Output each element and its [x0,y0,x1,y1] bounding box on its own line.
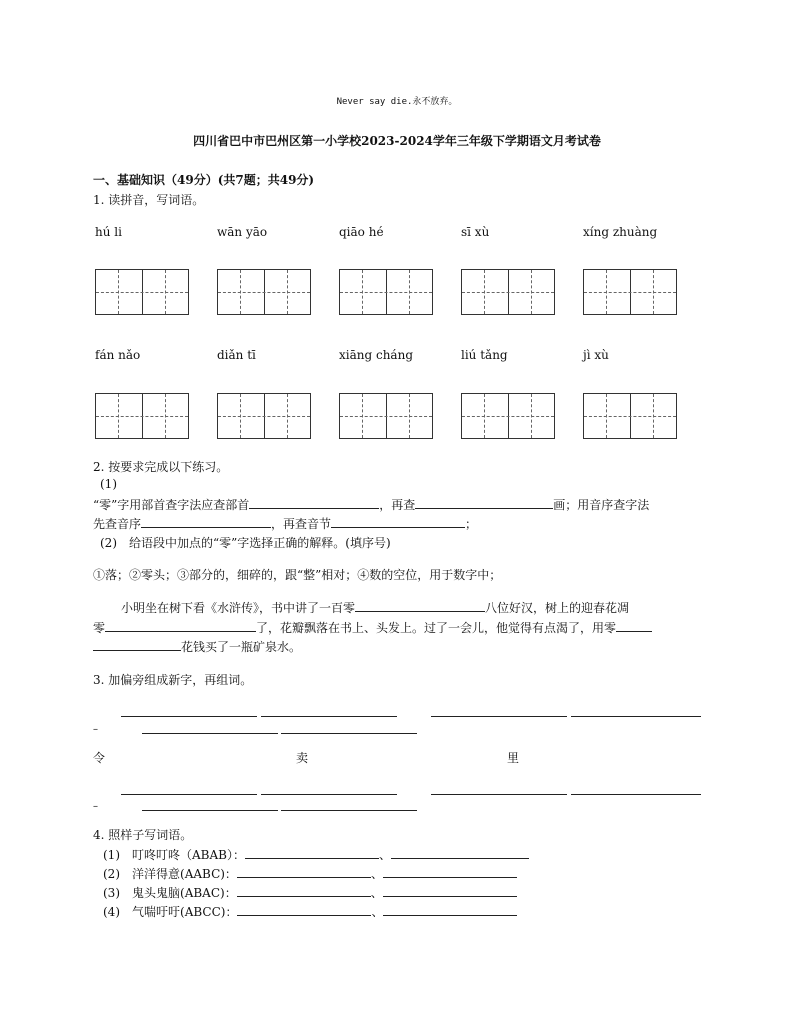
pinyin-7: diǎn tī [217,348,256,362]
q4-item-2 [103,865,517,882]
q3-blank-5[interactable] [142,733,278,734]
q4-item-1 [103,846,529,863]
q2-passage-line1 [121,599,629,616]
writing-grid-9[interactable] [461,393,555,439]
q3-blank-6[interactable] [281,733,417,734]
answer-blank-meaning-2[interactable] [105,619,256,632]
q4-blank-2a[interactable] [237,865,371,878]
q3-blank-1[interactable] [121,716,257,717]
pinyin-2: wān yāo [217,225,268,239]
q2-line-a [93,496,649,513]
writing-grid-3[interactable] [339,269,433,315]
pinyin-6: fán nǎo [95,348,141,362]
q2-sub2: (2) 给语段中加点的“零”字选择正确的解释。(填序号) [100,536,391,550]
q4-item-3 [103,884,517,901]
passage-text1: 小明坐在树下看《水浒传》，书中讲了一百零 [121,601,356,615]
q3-char-2: 卖 [296,751,309,765]
pinyin-5: xíng zhuàng [583,225,658,239]
q4-sep: 、 [370,867,383,881]
page-title: 四川省巴中市巴州区第一小学校2023-2024学年三年级下学期语文月考试卷 [193,134,601,148]
q3-char-1: 令 [93,751,106,765]
q3-blank-10[interactable] [571,794,701,795]
q4-item-num: (4) [103,905,120,919]
pinyin-8: xiāng cháng [339,348,413,362]
writing-grid-2[interactable] [217,269,311,315]
pinyin-4: sī xù [461,225,490,239]
writing-grid-6[interactable] [95,393,189,439]
q4-item-text: 鬼头鬼脑(ABAC)： [132,886,237,900]
writing-grid-7[interactable] [217,393,311,439]
q4-item-num: (3) [103,886,120,900]
passage-text2: 八位好汉，树上的迎春花凋 [485,601,630,615]
q3-blank-8[interactable] [261,794,397,795]
writing-grid-1[interactable] [95,269,189,315]
q4-sep: 、 [370,886,383,900]
q3-prompt: 3. 加偏旁组成新字，再组词。 [93,673,253,687]
pinyin-9: liú tǎng [461,348,508,362]
q3-char-3: 里 [507,751,520,765]
q4-prompt: 4. 照样子写词语。 [93,828,193,842]
q4-blank-3a[interactable] [237,884,371,897]
q4-blank-3b[interactable] [383,884,517,897]
answer-blank-meaning-1[interactable] [355,599,485,612]
q4-item-num: (1) [103,848,120,862]
q2-line-b-text1: 先查音序 [93,517,142,531]
q4-item-num: (2) [103,867,120,881]
q3-blank-3[interactable] [431,716,567,717]
answer-blank-meaning-3-start[interactable] [616,619,652,632]
writing-grid-8[interactable] [339,393,433,439]
passage-text3: 零 [93,621,106,635]
answer-blank-syllable[interactable] [331,515,465,528]
q2-line-a-text2: ，再查 [379,498,416,512]
q3-blank-11[interactable] [142,810,278,811]
q4-blank-4b[interactable] [383,903,517,916]
pinyin-3: qiāo hé [339,225,384,239]
q4-blank-1b[interactable] [391,846,529,859]
q2-sub1-label: (1) [100,477,117,491]
q2-passage-line3 [93,638,301,655]
q2-line-a-text3: 画；用音序查字法 [553,498,650,512]
q2-prompt: 2. 按要求完成以下练习。 [93,460,229,474]
answer-blank-radical[interactable] [249,496,379,509]
q3-blank-9[interactable] [431,794,567,795]
q2-line-a-text1: “零”字用部首查字法应查部首 [93,498,250,512]
q2-line-b-text3: ； [465,517,478,531]
answer-blank-meaning-3[interactable] [93,638,181,651]
answer-blank-initial[interactable] [141,515,271,528]
q4-item-text: 洋洋得意(AABC)： [132,867,237,881]
writing-grid-10[interactable] [583,393,677,439]
q4-sep: 、 [371,905,384,919]
q3-blank-12[interactable] [281,810,417,811]
q2-line-b-text2: ，再查音节 [271,517,332,531]
q1-prompt: 1. 读拼音，写词语。 [93,193,205,207]
q3-blank-4[interactable] [571,716,701,717]
q4-item-text: 气喘吁吁(ABCC)： [132,905,238,919]
pinyin-10: jì xù [583,348,609,362]
motto: Never say die.永不放弃。 [336,97,458,107]
writing-grid-4[interactable] [461,269,555,315]
answer-blank-strokes[interactable] [415,496,553,509]
q2-line-b [93,515,477,532]
section-heading: 一、基础知识（49分）(共7题；共49分) [93,173,315,187]
q3-blank-2[interactable] [261,716,397,717]
q2-options: ①落；②零头；③部分的，细碎的，跟“整”相对；④数的空位，用于数字中； [93,568,502,582]
q4-blank-2b[interactable] [383,865,517,878]
passage-text5: 花钱买了一瓶矿泉水。 [181,640,302,654]
q3-dash-2: – [93,801,98,812]
q3-dash-1: – [93,724,98,735]
writing-grid-5[interactable] [583,269,677,315]
q2-passage-line2 [93,619,652,636]
q4-blank-4a[interactable] [237,903,371,916]
q4-item-text: 叮咚叮咚（ABAB）： [132,848,245,862]
q4-sep: 、 [379,848,392,862]
pinyin-1: hú li [95,225,122,239]
passage-text4: 了，花瓣飘落在书上、头发上。过了一会儿，他觉得有点渴了，用零 [256,621,617,635]
q3-blank-7[interactable] [121,794,257,795]
q4-blank-1a[interactable] [245,846,379,859]
q4-item-4 [103,903,517,920]
